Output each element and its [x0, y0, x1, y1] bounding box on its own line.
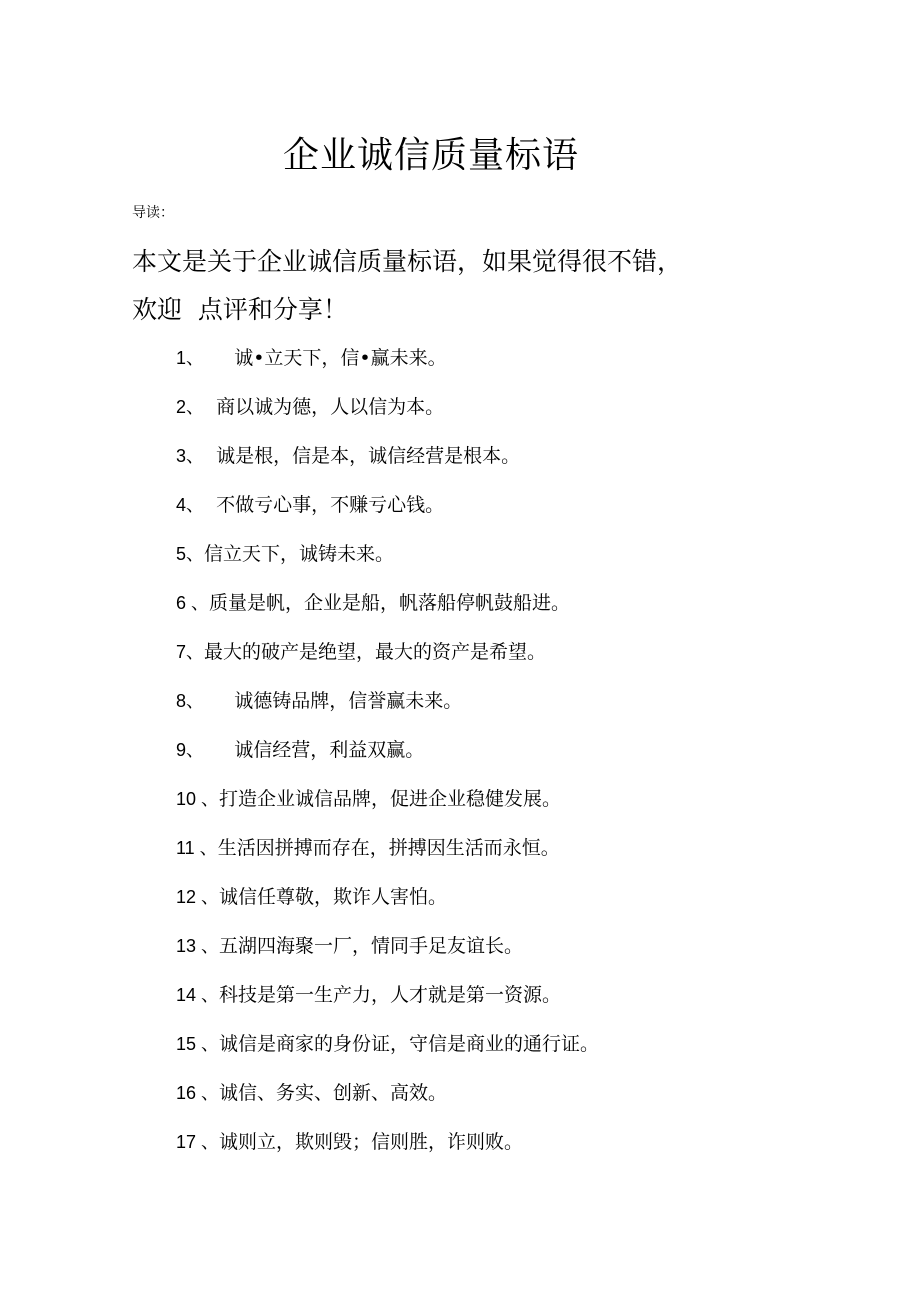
slogan-item [176, 971, 599, 1020]
slogan-text: 诚信任尊敬，欺诈人害怕。 [219, 886, 448, 908]
slogan-text: 最大的破产是绝望，最大的资产是希望。 [204, 641, 547, 663]
document-title: 企业诚信质量标语 [282, 135, 579, 176]
slogan-gap [204, 396, 216, 418]
slogan-gap [204, 690, 234, 712]
slogan-text: 商以诚为德，人以信为本。 [216, 396, 445, 418]
slogan-number: 11 、 [176, 838, 218, 858]
slogan-number: 13 、 [176, 936, 220, 956]
intro-paragraph [132, 238, 772, 334]
slogan-text: 诚德铸品牌，信誉赢未来。 [234, 690, 463, 712]
slogan-item [176, 922, 599, 971]
slogan-text: 生活因拼搏而存在，拼搏因生活而永恒。 [217, 837, 560, 859]
slogan-text: 诚•立天下，信•赢未来。 [234, 347, 447, 369]
slogan-number: 4、 [176, 495, 205, 515]
slogan-number: 14 、 [176, 985, 220, 1005]
slogan-item [176, 1020, 599, 1069]
slogan-text: 质量是帆，企业是船，帆落船停帆鼓船进。 [209, 592, 571, 614]
slogan-item [176, 726, 599, 775]
slogan-number: 8、 [176, 691, 205, 711]
slogan-text: 诚信经营，利益双赢。 [234, 739, 425, 761]
slogan-item [176, 530, 599, 579]
slogan-number: 5、 [176, 544, 205, 564]
slogan-item [176, 628, 599, 677]
slogan-text: 诚信是商家的身份证，守信是商业的通行证。 [219, 1033, 600, 1055]
slogan-gap [204, 494, 216, 516]
slogan-item [176, 775, 599, 824]
slogan-item [176, 1069, 599, 1118]
slogan-number: 3、 [176, 446, 205, 466]
slogan-number: 10 、 [176, 789, 220, 809]
slogan-number: 17 、 [176, 1132, 220, 1152]
slogan-number: 12 、 [176, 887, 220, 907]
intro-line-1: 本文是关于企业诚信质量标语，如果觉得很不错， [132, 247, 683, 276]
intro-line-2: 欢迎 点评和分享！ [132, 295, 348, 324]
slogan-text: 科技是第一生产力，人才就是第一资源。 [219, 984, 562, 1006]
slogan-text: 五湖四海聚一厂，情同手足友谊长。 [219, 935, 524, 957]
slogan-number: 6 、 [176, 593, 210, 613]
slogan-item [176, 579, 599, 628]
slogan-gap [204, 445, 216, 467]
slogan-gap [204, 739, 234, 761]
slogan-number: 1、 [176, 348, 205, 368]
slogan-text: 诚则立，欺则毁；信则胜，诈则败。 [219, 1131, 524, 1153]
intro-label: 导读： [132, 205, 174, 221]
slogan-item [176, 383, 599, 432]
slogan-item [176, 824, 599, 873]
slogan-item [176, 334, 599, 383]
slogan-text: 诚信、务实、创新、高效。 [219, 1082, 448, 1104]
slogan-number: 16 、 [176, 1083, 220, 1103]
slogan-item [176, 481, 599, 530]
slogan-number: 2、 [176, 397, 205, 417]
slogan-item [176, 1118, 599, 1167]
slogan-number: 9、 [176, 740, 205, 760]
slogan-item [176, 677, 599, 726]
slogan-item [176, 432, 599, 481]
slogan-text: 打造企业诚信品牌，促进企业稳健发展。 [219, 788, 562, 810]
slogan-text: 信立天下，诚铸未来。 [204, 543, 395, 565]
slogan-text: 诚是根，信是本，诚信经营是根本。 [216, 445, 521, 467]
slogan-gap [204, 347, 234, 369]
slogan-text: 不做亏心事，不赚亏心钱。 [216, 494, 445, 516]
slogan-number: 15 、 [176, 1034, 220, 1054]
slogan-list [176, 334, 599, 1167]
slogan-number: 7、 [176, 642, 205, 662]
slogan-item [176, 873, 599, 922]
